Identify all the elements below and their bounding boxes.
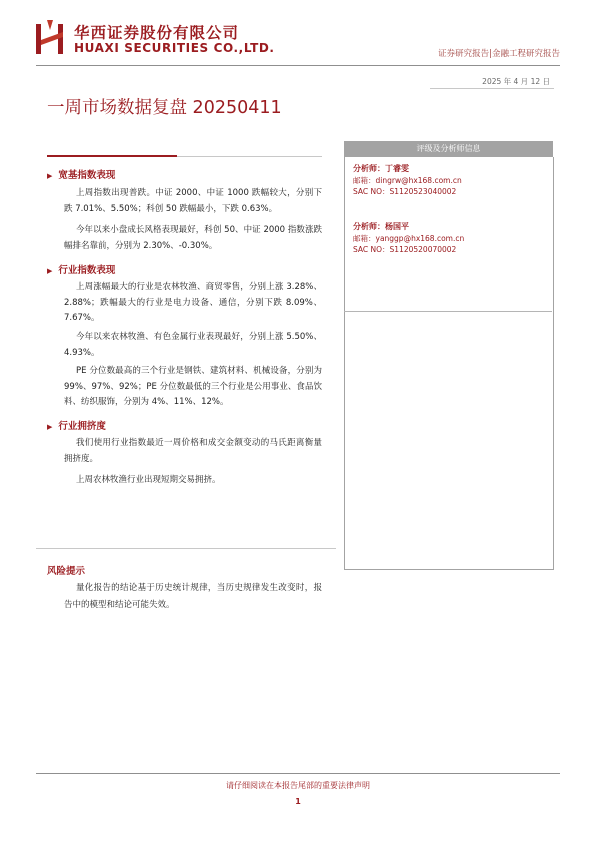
paragraph: 今年以来小盘成长风格表现最好，科创 50、中证 2000 指数涨跌幅排名靠前，分别为 2.30%、-0.30%。	[64, 225, 322, 251]
date-divider	[430, 88, 554, 89]
legal-notice: 请仔细阅读在本报告尾部的重要法律声明	[226, 781, 370, 790]
risk-text: 量化报告的结论基于历史统计规律，当历史规律发生改变时，报告中的模型和结论可能失效。	[64, 583, 322, 610]
triangle-right-icon: ▶	[47, 172, 53, 180]
company-name-en: HUAXI SECURITIES CO.,LTD.	[74, 41, 275, 55]
header-divider	[36, 65, 560, 66]
paragraph: 今年以来农林牧渔、有色金属行业表现最好，分别上涨 5.50%、4.93%。	[64, 332, 322, 358]
analyst-name: 分析师：丁睿雯	[353, 164, 409, 173]
analyst-email: 邮箱：dingrw@hx168.com.cn	[353, 176, 462, 185]
sidebar-divider	[344, 311, 552, 312]
section-heading-crowding: ▶ 行业拥挤度	[47, 421, 106, 432]
huaxi-logo-icon	[36, 20, 68, 54]
paragraph: 上周涨幅最大的行业是农林牧渔、商贸零售，分别上涨 3.28%、2.88%；跌幅最大的行业是电力设备、通信，分别下跌 8.09%、7.67%。	[64, 282, 322, 323]
section-heading-industry-index: ▶ 行业指数表现	[47, 265, 116, 276]
paragraph: 我们使用行业指数最近一周价格和成交金额变动的马氏距离衡量拥挤度。	[64, 438, 322, 464]
paragraph: 上周农林牧渔行业出现短期交易拥挤。	[76, 475, 221, 485]
title-accent-bar	[47, 155, 177, 157]
paragraph: PE 分位数最高的三个行业是钢铁、建筑材料、机械设备，分别为 99%、97%、92%；PE 分位数最低的三个行业是公用事业、食品饮料、纺织服饰，分别为 4%、11%、12%。	[64, 366, 322, 407]
risk-divider	[36, 548, 336, 549]
page-title: 一周市场数据复盘 20250411	[47, 98, 282, 118]
page-number: 1	[295, 797, 301, 806]
triangle-right-icon: ▶	[47, 267, 53, 275]
analyst-email: 邮箱：yanggp@hx168.com.cn	[353, 234, 465, 243]
analyst-name: 分析师：杨国平	[353, 222, 409, 231]
risk-heading: 风险提示	[47, 566, 86, 577]
section-heading-broad-index: ▶ 宽基指数表现	[47, 170, 116, 181]
title-underline	[177, 156, 322, 157]
triangle-right-icon: ▶	[47, 423, 53, 431]
analyst-info-box	[344, 157, 554, 570]
footer-divider	[36, 773, 560, 774]
analyst-sac: SAC NO：S1120520070002	[353, 245, 457, 254]
report-type: 证券研究报告|金融工程研究报告	[438, 49, 560, 59]
report-date: 2025 年 4 月 12 日	[482, 77, 550, 86]
sidebar-heading: 评级及分析师信息	[344, 141, 553, 157]
company-name-cn: 华西证券股份有限公司	[74, 24, 240, 42]
analyst-sac: SAC NO：S1120523040002	[353, 187, 457, 196]
paragraph: 上周指数出现普跌。中证 2000、中证 1000 跌幅较大，分别下跌 7.01%、5.50%；科创 50 跌幅最小，下跌 0.63%。	[64, 188, 322, 214]
